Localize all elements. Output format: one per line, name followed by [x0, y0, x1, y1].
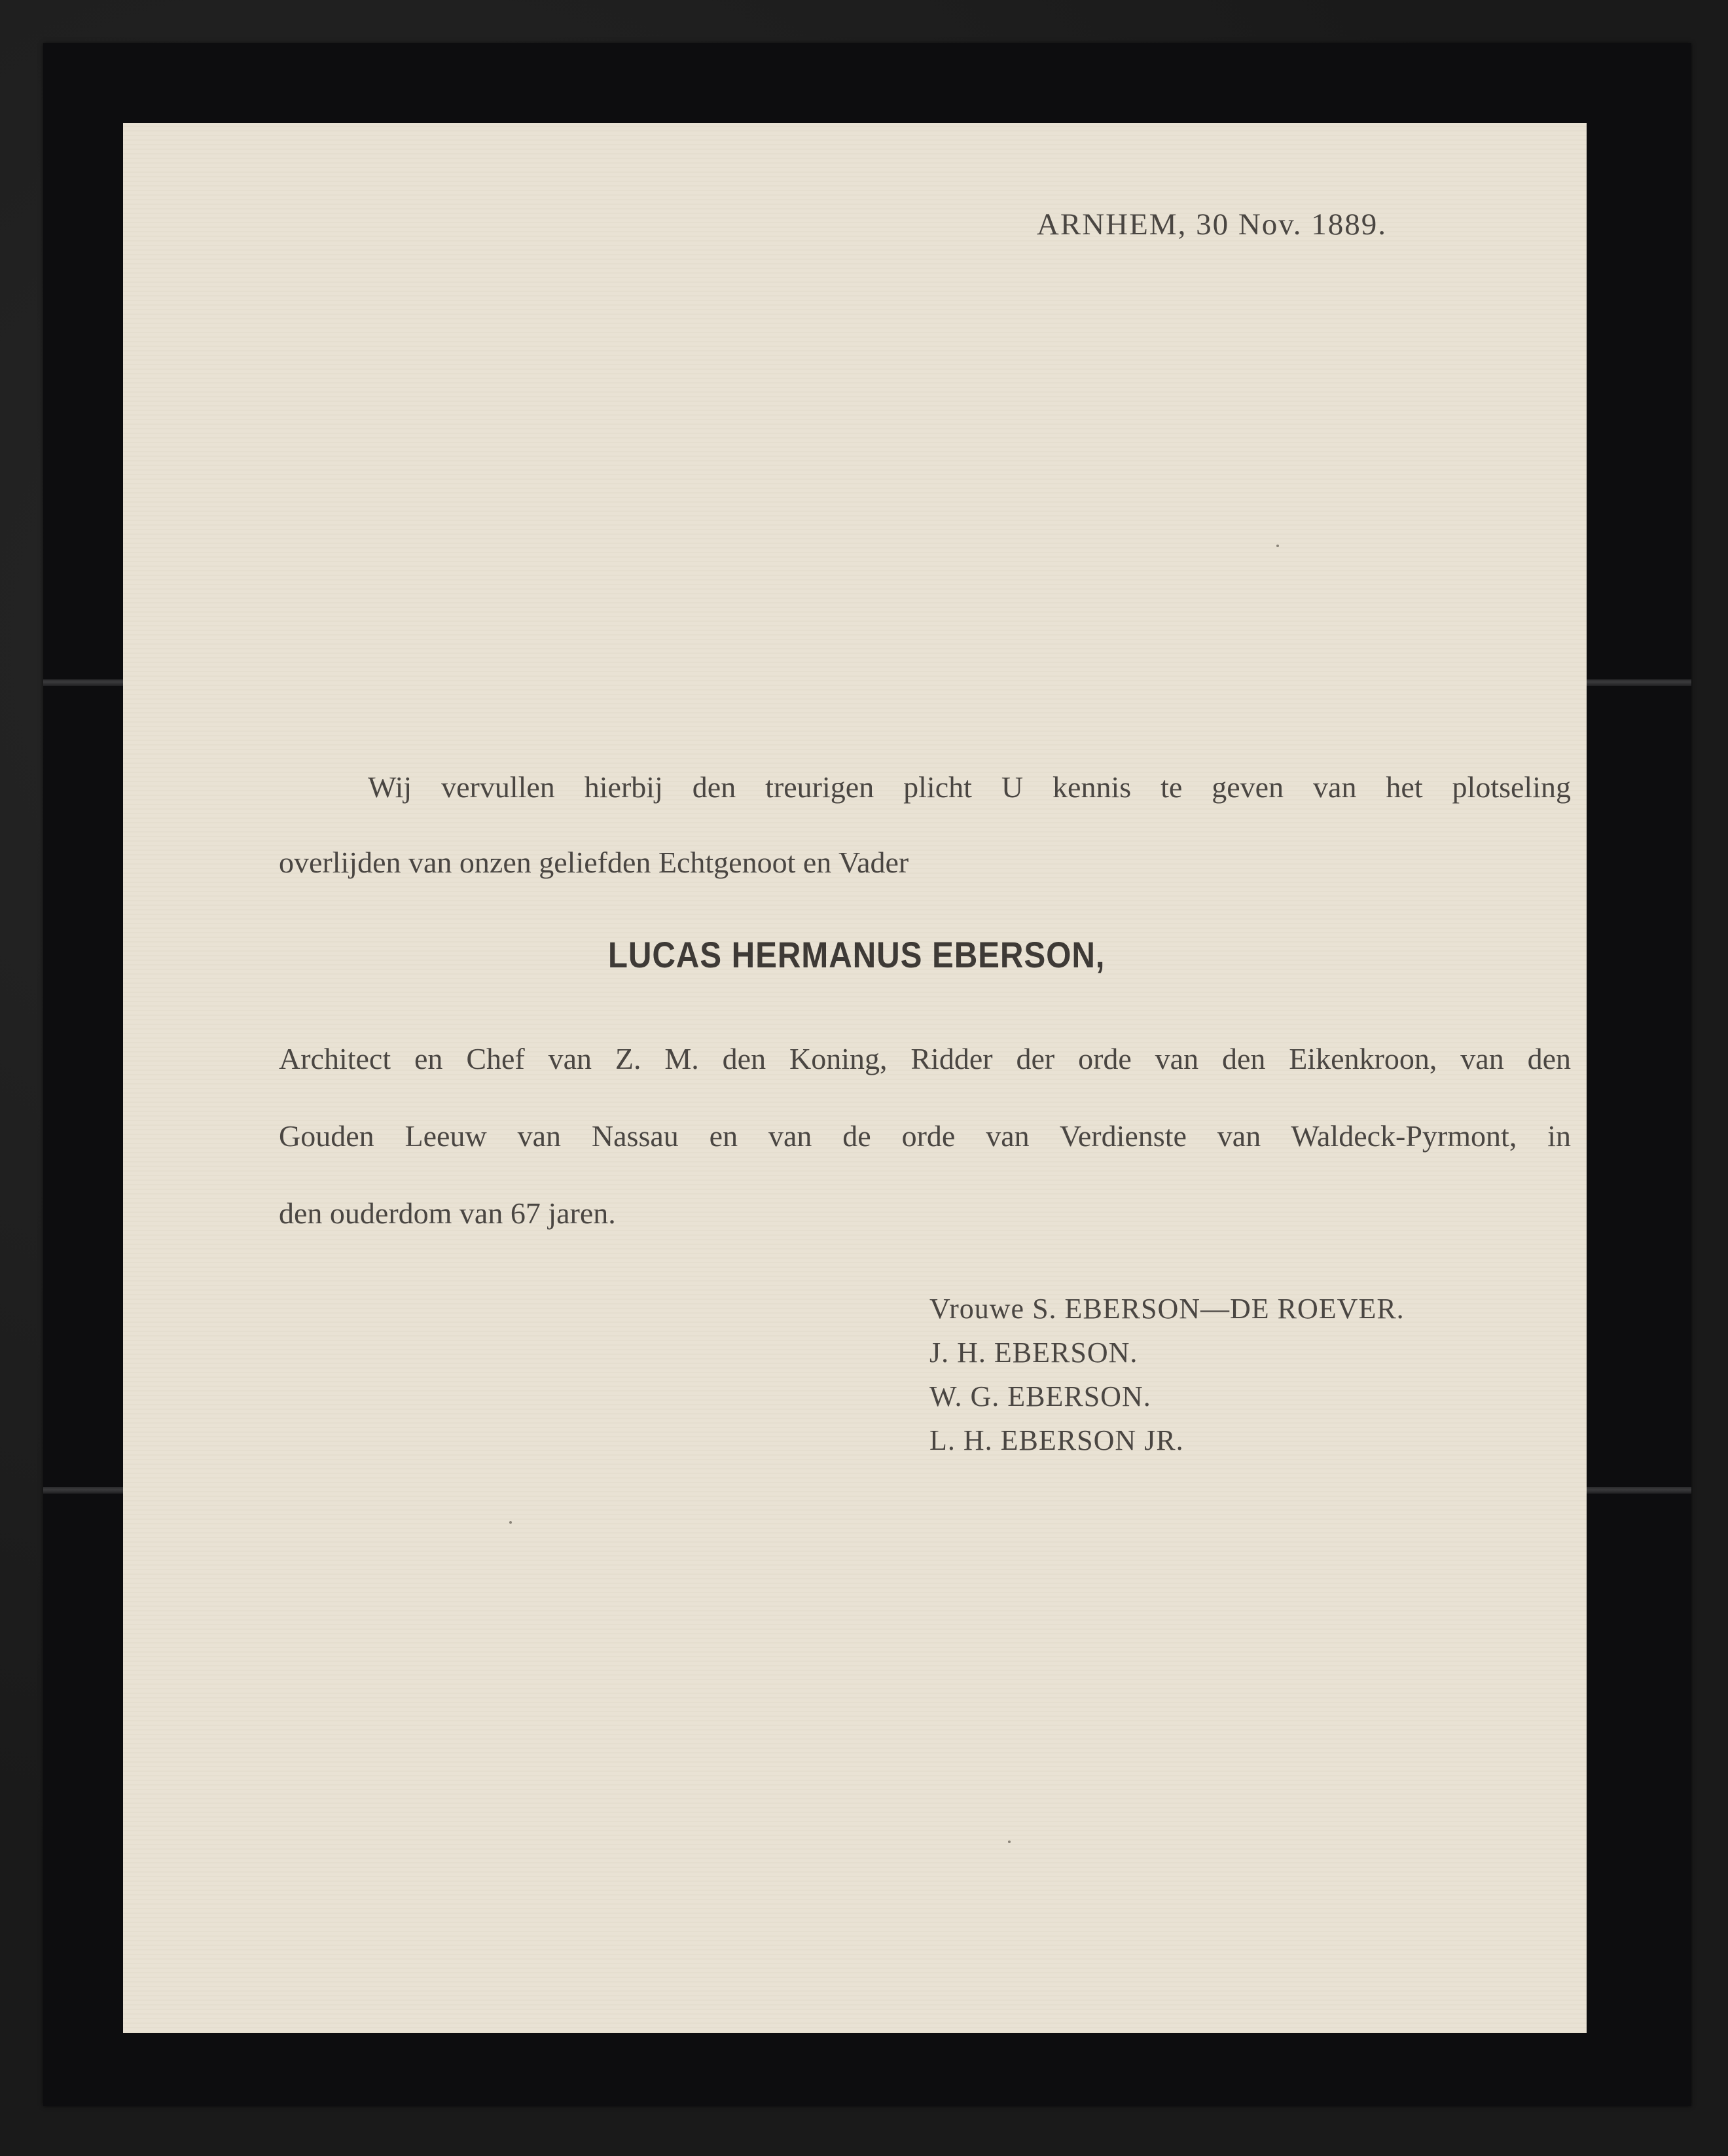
signer-3: W. G. EBERSON.	[929, 1380, 1151, 1412]
signer-2: J. H. EBERSON.	[929, 1337, 1138, 1369]
paper-speck	[509, 1521, 512, 1524]
signer-1: Vrouwe S. EBERSON—DE ROEVER.	[929, 1293, 1405, 1325]
intro-line-1: Wij vervullen hierbij den treurigen plicht U kennis te geven van het plotseling	[368, 770, 1571, 804]
titles-line-1: Architect en Chef van Z. M. den Koning, Ridder der orde van den Eikenkroon, van den	[279, 1042, 1571, 1075]
dateline: ARNHEM, 30 Nov. 1889.	[1036, 207, 1387, 242]
deceased-name: LUCAS HERMANUS EBERSON,	[607, 934, 1106, 975]
paper-speck	[1276, 545, 1279, 547]
intro-line-2: overlijden van onzen geliefden Echtgenoot en Vader	[279, 846, 909, 879]
paper-speck	[1008, 1841, 1011, 1843]
signers-list	[929, 1287, 1405, 1462]
card-paper	[123, 123, 1587, 2033]
titles-line-2: Gouden Leeuw van Nassau en van de orde van Verdienste van Waldeck-Pyrmont, in	[279, 1119, 1571, 1153]
age-line: den ouderdom van 67 jaren.	[279, 1196, 616, 1230]
signer-4: L. H. EBERSON JR.	[929, 1424, 1184, 1456]
